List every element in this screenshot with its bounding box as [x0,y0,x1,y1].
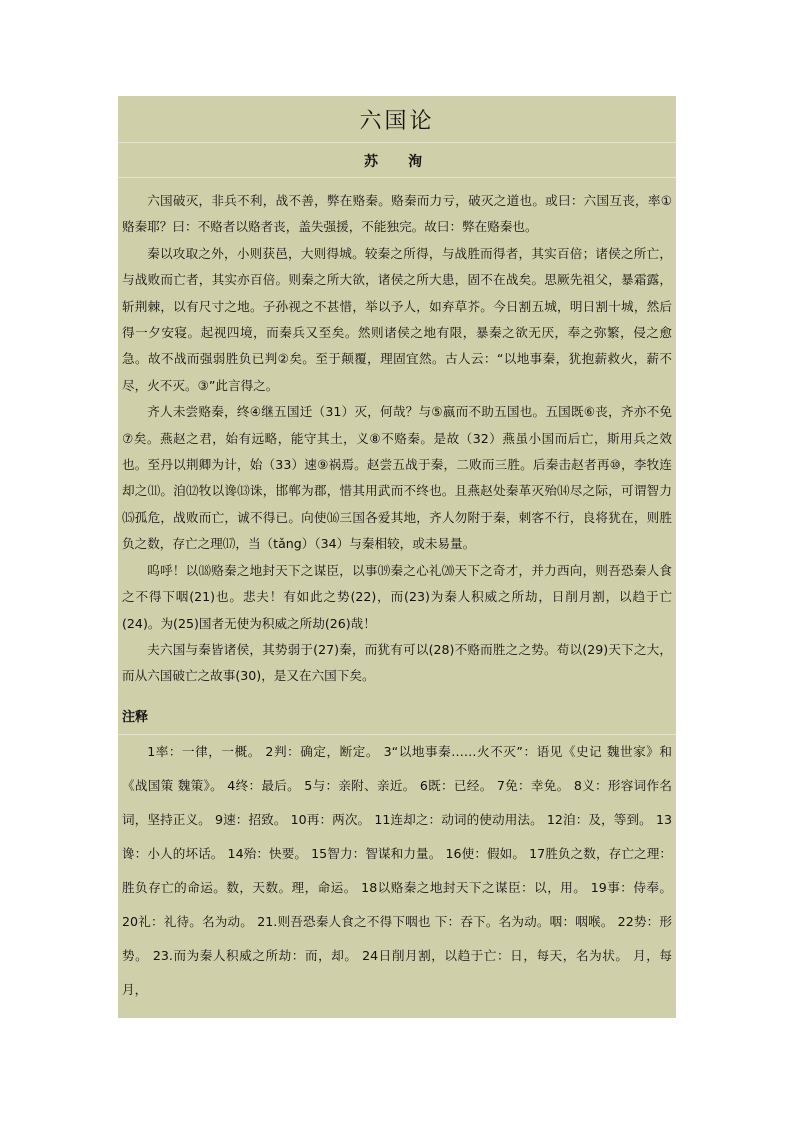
paragraph: 夫六国与秦皆诸侯，其势弱于(27)秦，而犹有可以(28)不赂而胜之之势。苟以(29)天下之大，而从六国破亡之故事(30)，是又在六国下矣。 [122,641,672,684]
document-title: 六国论 [359,109,435,134]
paragraph: 呜呼！以⒅赂秦之地封天下之谋臣，以事⒆秦之心礼⒇天下之奇才，并力西向，则吾恐秦人食之不得下咽(21)也。悲夫！有如此之势(22)，而(23)为秦人积威之所劫，日削月割，以趋于亡(24)。为(25)国者无使为积威之所劫(26)哉！ [122,562,672,631]
document-page [118,96,676,1018]
paragraph: 六国破灭，非兵不利，战不善，弊在赂秦。赂秦而力亏，破灭之道也。或曰：六国互丧，率①赂秦耶？曰：不赂者以赂者丧，盖失强援，不能独完。故曰：弊在赂秦也。 [122,193,672,235]
notes-body: 1率：一律，一概。 2判：确定，断定。 3“以地事秦……火不灭”：语见《史记 魏世家》和《战国策 魏策》。 4终：最后。 5与：亲附、亲近。 6既：已经。 7免：幸免。 8义：形容词作名词，坚持正义。 9速：招致。 10再：两次。 11连却之：动词的使动用法。 12洎：及，等到。 13谗：小人的坏话。 14殆：快要。 15智力：智谋和力量。 16使：假如。 17胜负之数，存亡之理：胜负存亡的命运。数，天数。理，命运。 18以赂秦之地封天下之谋臣：以，用。 19事：侍奉。 20礼：礼待。名为动。 21.则吾恐秦人食之不得下咽也 下：吞下。名为动。咽：咽喉。 22势：形势。 23.而为秦人积威之所劫：而，却。 24日削月割，以趋于亡：日，每天，名为状。 月，每月， [122,743,672,997]
paragraph: 齐人未尝赂秦，终④继五国迁（31）灭，何哉？与⑤嬴而不助五国也。五国既⑥丧，齐亦不免⑦矣。燕赵之君，始有远略，能守其土，义⑧不赂秦。是故（32）燕虽小国而后亡，斯用兵之效也。至丹以荆卿为计，始（33）速⑨祸焉。赵尝五战于秦，二败而三胜。后秦击赵者再⑩，李牧连却之⑾。洎⑿牧以谗⒀诛，邯郸为郡，惜其用武而不终也。且燕赵处秦革灭殆⒁尽之际，可谓智力⒂孤危，战败而亡，诚不得已。向使⒃三国各爱其地，齐人勿附于秦，刺客不行，良将犹在，则胜负之数，存亡之理⒄，当（tǎng）（34）与秦相较，或未易量。 [122,404,672,552]
author-name: 苏 洵 [364,154,430,170]
divider [118,142,676,143]
essay-body [118,178,676,690]
notes-heading: 注释 [122,709,149,725]
paragraph: 秦以攻取之外，小则获邑，大则得城。较秦之所得，与战胜而得者，其实百倍；诸侯之所亡，与战败而亡者，其实亦百倍。则秦之所大欲，诸侯之所大患，固不在战矣。思厥先祖父，暴霜露，斩荆棘，以有尺寸之地。子孙视之不甚惜，举以予人，如弃草芥。今日割五城，明日割十城，然后得一夕安寝。起视四境，而秦兵又至矣。然则诸侯之地有限，暴秦之欲无厌，奉之弥繁，侵之愈急。故不战而强弱胜负已判②矣。至于颠覆，理固宜然。古人云：“以地事秦，犹抱薪救火，薪不尽，火不灭。③”此言得之。 [122,245,672,393]
